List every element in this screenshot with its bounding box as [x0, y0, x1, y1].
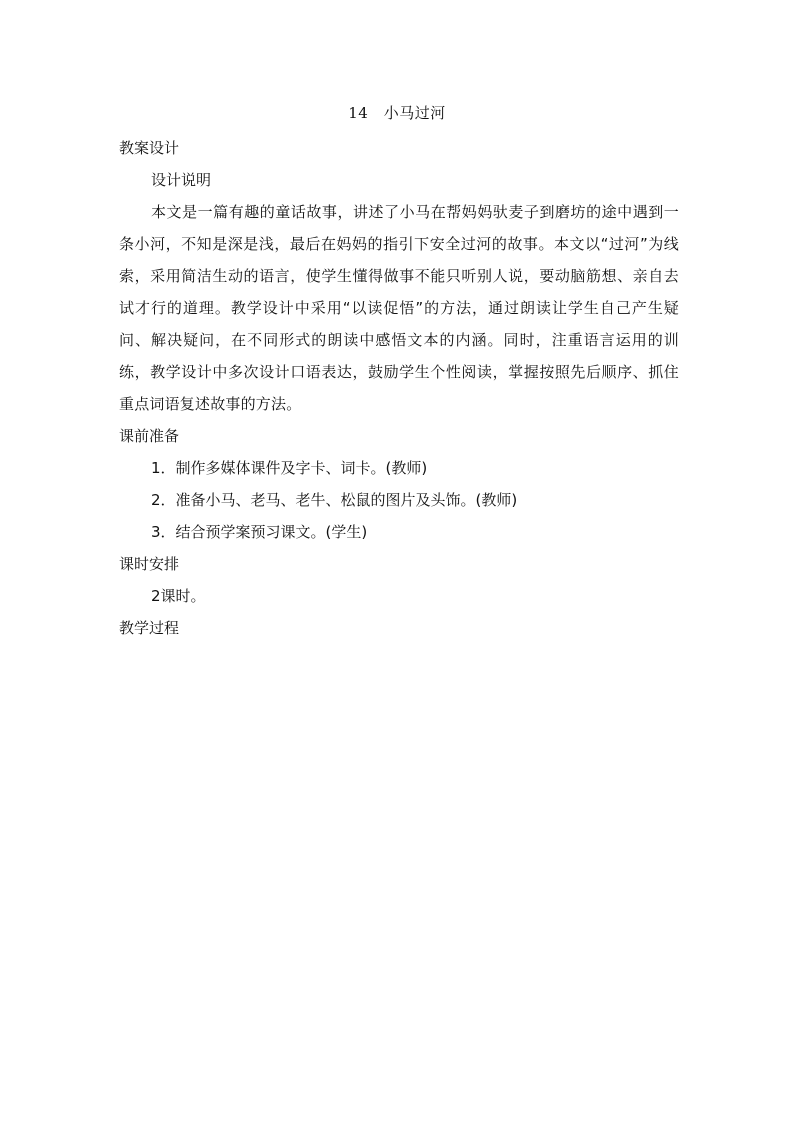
document-title: 14 小马过河	[348, 104, 446, 122]
section-heading-design: 教案设计	[119, 139, 180, 157]
preparation-item: 1．制作多媒体课件及字卡、词卡。(教师)	[151, 459, 428, 477]
document-body	[119, 132, 679, 644]
design-notes-paragraph: 本文是一篇有趣的童话故事，讲述了小马在帮妈妈驮麦子到磨坊的途中遇到一条小河，不知是深是浅，最后在妈妈的指引下安全过河的故事。本文以“过河”为线索，采用简洁生动的语言，使学生懂得做事不能只听别人说，要动脑筋想、亲自去试才行的道理。教学设计中采用“以读促悟”的方法，通过朗读让学生自己产生疑问、解决疑问，在不同形式的朗读中感悟文本的内涵。同时，注重语言运用的训练，教学设计中多次设计口语表达，鼓励学生个性阅读，掌握按照先后顺序、抓住重点词语复述故事的方法。	[119, 203, 679, 413]
section-heading-preparation: 课前准备	[119, 427, 180, 445]
schedule-text: 2课时。	[151, 587, 206, 605]
preparation-item: 3．结合预学案预习课文。(学生)	[151, 523, 368, 541]
subheading-design-notes: 设计说明	[151, 171, 212, 189]
section-heading-process: 教学过程	[119, 619, 180, 637]
preparation-item: 2．准备小马、老马、老牛、松鼠的图片及头饰。(教师)	[151, 491, 518, 509]
section-heading-schedule: 课时安排	[119, 555, 180, 573]
